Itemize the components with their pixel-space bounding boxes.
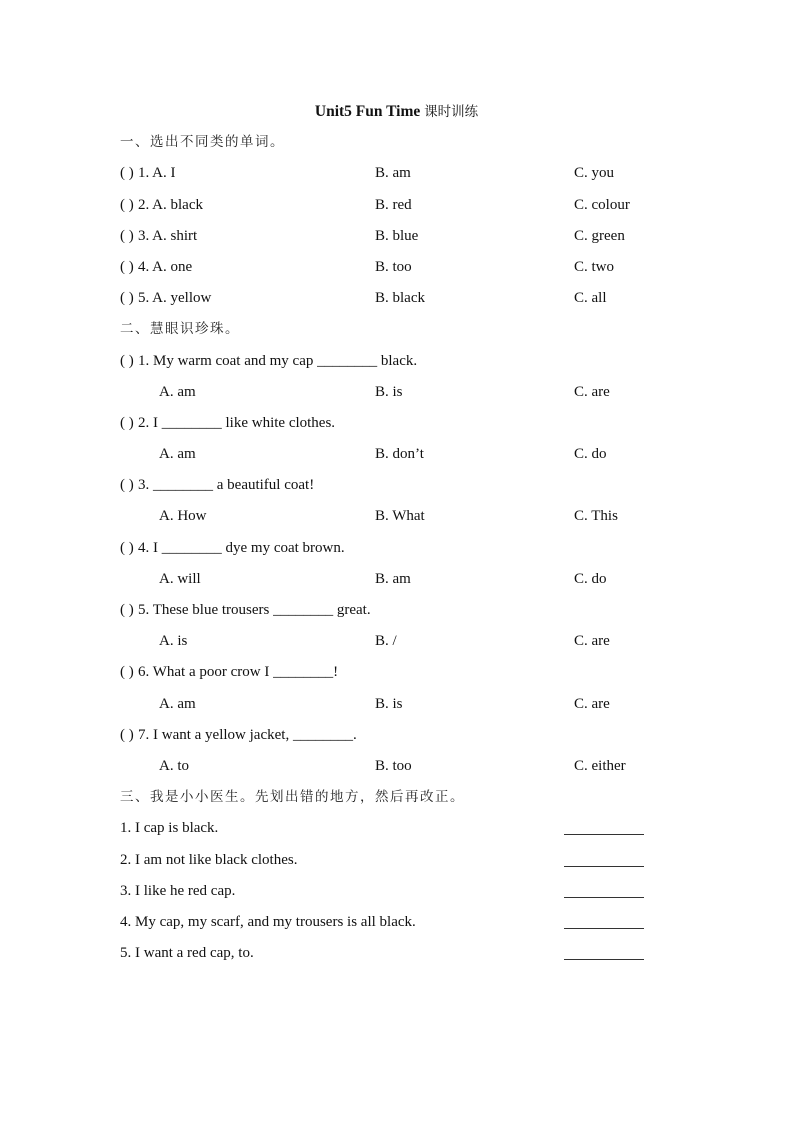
- option-c: C. you: [574, 165, 615, 182]
- option-b: B. don’t: [375, 446, 424, 463]
- correction-row: [0, 876, 793, 907]
- option-a: A. How: [159, 508, 207, 525]
- option-b: B. black: [375, 290, 425, 307]
- question-row: [0, 158, 793, 189]
- worksheet: [0, 96, 793, 969]
- question-option-a: 4. A. one: [138, 258, 193, 275]
- question-row: [0, 252, 793, 283]
- answer-blank[interactable]: ( ): [120, 726, 134, 743]
- question-option-a: 5. A. yellow: [138, 290, 212, 307]
- option-a: A. am: [159, 695, 196, 712]
- question-text: 7. I want a yellow jacket, ________.: [138, 726, 357, 743]
- section2-heading: 二、慧眼识珍珠。: [120, 321, 240, 338]
- option-c: C. are: [574, 695, 610, 712]
- option-b: B. is: [375, 383, 403, 400]
- answer-blank[interactable]: ( ): [120, 602, 134, 618]
- option-a: A. am: [159, 383, 196, 400]
- option-a: A. to: [159, 757, 189, 774]
- correction-row: [0, 907, 793, 938]
- option-c: C. all: [574, 290, 607, 307]
- page-title: [0, 96, 793, 127]
- option-c: C. green: [574, 227, 625, 244]
- question-row: [0, 283, 793, 314]
- answer-blank[interactable]: ( ): [120, 165, 134, 182]
- option-b: B. red: [375, 196, 412, 213]
- option-b: B. too: [375, 757, 412, 774]
- question-option-a: 2. A. black: [138, 196, 203, 213]
- question-text: 1. My warm coat and my cap ________ black.: [138, 352, 418, 369]
- option-b: B. too: [375, 258, 412, 275]
- correction-blank[interactable]: [564, 834, 644, 835]
- question-row: [0, 408, 793, 439]
- option-b: B. blue: [375, 227, 419, 244]
- answer-blank[interactable]: ( ): [120, 414, 134, 431]
- question-text: 4. I ________ dye my coat brown.: [138, 539, 345, 556]
- title-en: Unit5 Fun Time: [314, 103, 421, 120]
- answer-blank[interactable]: ( ): [120, 539, 134, 556]
- question-row: [0, 720, 793, 751]
- option-b: B. is: [375, 695, 403, 712]
- answer-blank[interactable]: ( ): [120, 258, 134, 275]
- options-row: [0, 501, 793, 532]
- question-text: 5. These blue trousers ________ great.: [138, 602, 371, 618]
- options-row: [0, 751, 793, 782]
- correction-blank[interactable]: [564, 866, 644, 867]
- options-row: [0, 564, 793, 595]
- question-row: [0, 470, 793, 501]
- answer-blank[interactable]: ( ): [120, 196, 134, 213]
- options-row: [0, 689, 793, 720]
- section1-heading: 一、选出不同类的单词。: [120, 134, 285, 151]
- question-option-a: 3. A. shirt: [138, 227, 198, 244]
- sentence: 4. My cap, my scarf, and my trousers is all black.: [120, 913, 416, 930]
- sentence: 3. I like he red cap.: [120, 882, 236, 899]
- sentence: 2. I am not like black clothes.: [120, 851, 298, 868]
- correction-blank[interactable]: [564, 928, 644, 929]
- option-b: B. /: [375, 633, 397, 650]
- option-b: B. What: [375, 508, 425, 525]
- correction-row: [0, 938, 793, 969]
- option-a: A. is: [159, 633, 188, 650]
- options-row: [0, 377, 793, 408]
- question-text: 2. I ________ like white clothes.: [138, 414, 336, 431]
- answer-blank[interactable]: ( ): [120, 227, 134, 244]
- question-row: [0, 221, 793, 252]
- option-c: C. are: [574, 633, 610, 650]
- option-c: C. do: [574, 570, 607, 587]
- question-row: [0, 346, 793, 377]
- section1-items: [0, 158, 793, 314]
- correction-row: [0, 813, 793, 844]
- option-c: C. are: [574, 383, 610, 400]
- question-row: [0, 657, 793, 688]
- correction-row: [0, 845, 793, 876]
- option-a: A. am: [159, 446, 196, 463]
- title-cn: 课时训练: [424, 104, 479, 120]
- answer-blank[interactable]: ( ): [120, 664, 134, 681]
- section3-heading: 三、我是小小医生。先划出错的地方，然后再改正。: [120, 789, 465, 806]
- option-c: C. colour: [574, 196, 630, 213]
- question-row: [0, 533, 793, 564]
- options-row: [0, 626, 793, 657]
- option-c: C. either: [574, 757, 626, 774]
- correction-blank[interactable]: [564, 959, 644, 960]
- question-option-a: 1. A. I: [138, 165, 176, 182]
- options-row: [0, 439, 793, 470]
- question-row: [0, 595, 793, 626]
- answer-blank[interactable]: ( ): [120, 477, 134, 494]
- sentence: 5. I want a red cap, to.: [120, 945, 254, 962]
- question-text: 6. What a poor crow I ________!: [138, 664, 339, 681]
- option-a: A. will: [159, 570, 201, 587]
- option-c: C. two: [574, 258, 615, 275]
- question-text: 3. ________ a beautiful coat!: [138, 477, 315, 494]
- section2-items: [0, 346, 793, 783]
- section3-items: [0, 813, 793, 969]
- sentence: 1. I cap is black.: [120, 820, 219, 837]
- question-row: [0, 190, 793, 221]
- option-c: C. do: [574, 446, 607, 463]
- answer-blank[interactable]: ( ): [120, 290, 134, 307]
- option-c: C. This: [574, 508, 618, 525]
- option-b: B. am: [375, 165, 411, 182]
- correction-blank[interactable]: [564, 897, 644, 898]
- option-b: B. am: [375, 570, 411, 587]
- answer-blank[interactable]: ( ): [120, 352, 134, 369]
